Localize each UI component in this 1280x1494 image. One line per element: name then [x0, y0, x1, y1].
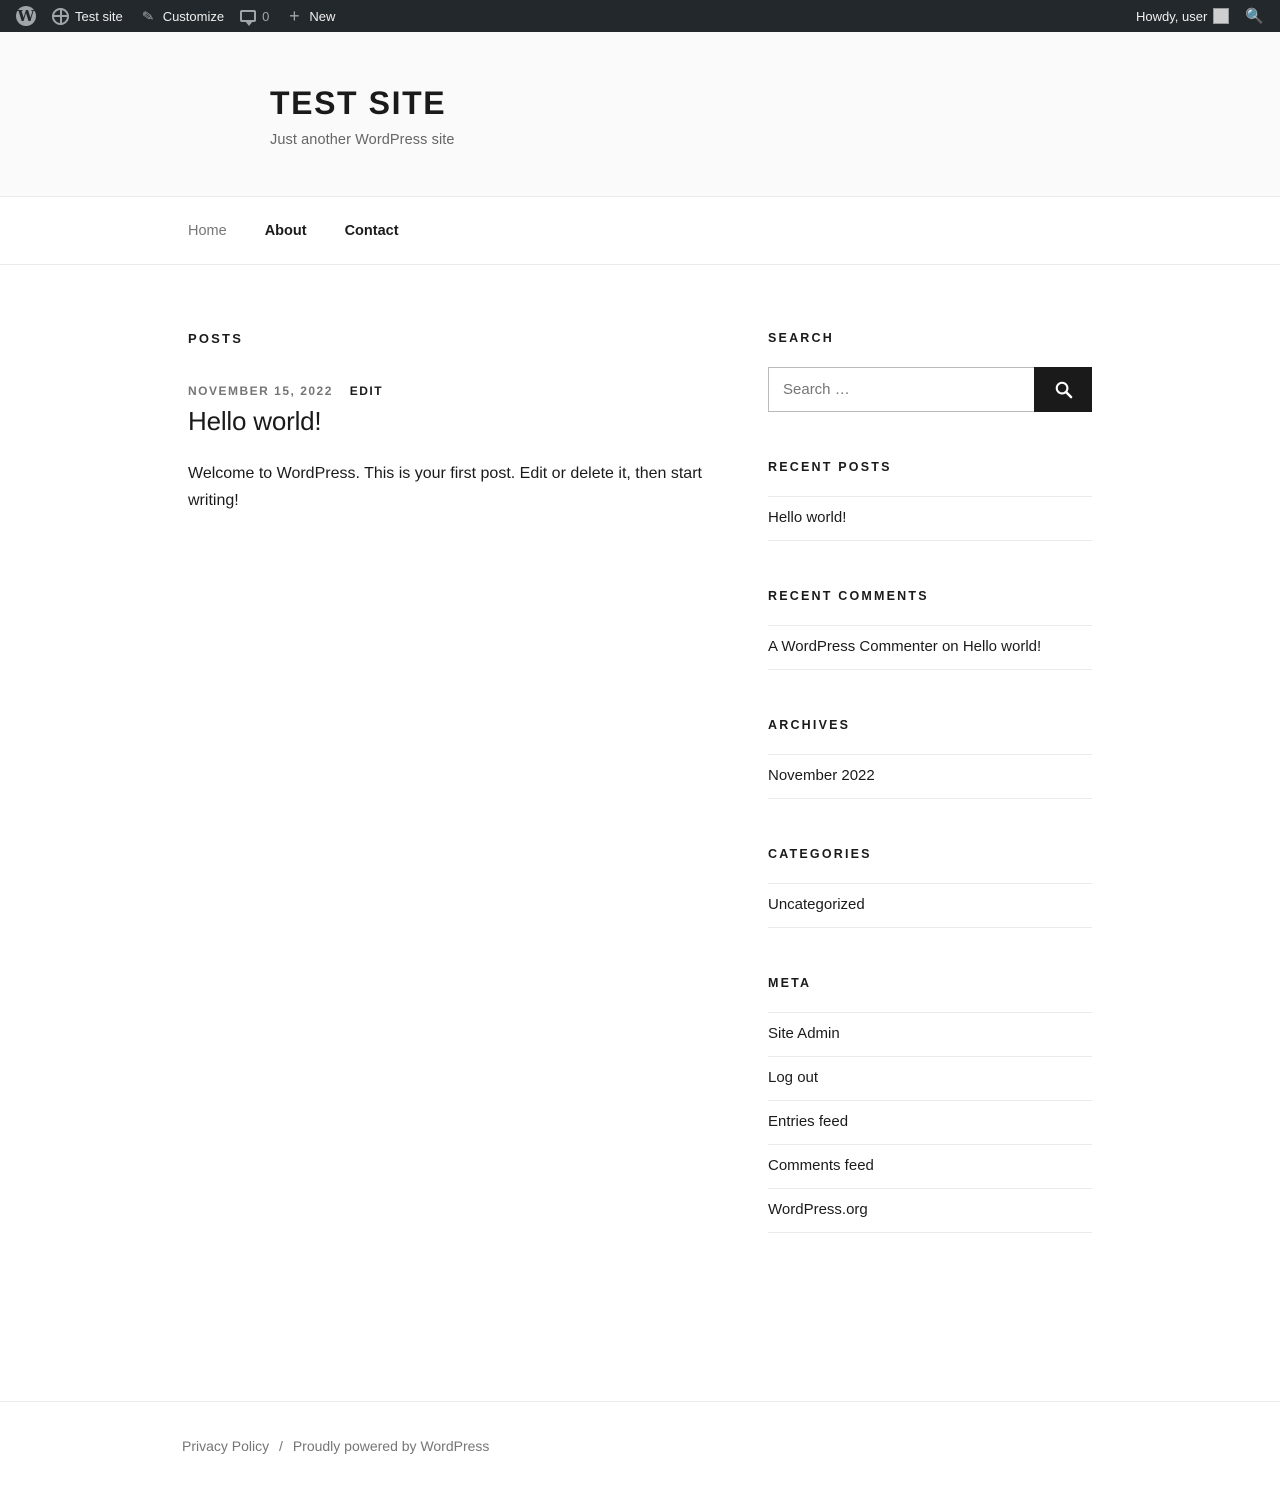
- post-edit-link[interactable]: EDIT: [349, 384, 384, 399]
- post-meta: [188, 384, 728, 398]
- nav-link-about[interactable]: About: [264, 222, 307, 239]
- admin-bar-new[interactable]: [277, 0, 343, 32]
- search-input[interactable]: [768, 367, 1034, 412]
- admin-bar-customize[interactable]: [131, 0, 232, 32]
- site-icon: [52, 8, 69, 25]
- admin-bar-site-name-label: Test site: [75, 8, 123, 24]
- widget-recent-comments: [768, 589, 1092, 670]
- meta-link[interactable]: Site Admin: [768, 1025, 840, 1043]
- footer-separator: /: [279, 1438, 283, 1455]
- main-content: [188, 331, 728, 1281]
- site-header: [0, 32, 1280, 197]
- widget-search: [768, 331, 1092, 412]
- site-title[interactable]: TEST SITE: [270, 85, 447, 121]
- archive-link[interactable]: November 2022: [768, 767, 875, 785]
- categories-list: [768, 883, 1092, 928]
- widget-archives: [768, 718, 1092, 799]
- list-item: [768, 1101, 1092, 1145]
- recent-comments-list: [768, 625, 1092, 670]
- page-title: POSTS: [188, 331, 244, 347]
- list-item: [768, 883, 1092, 928]
- admin-bar-new-label: New: [309, 8, 336, 24]
- widget-meta: [768, 976, 1092, 1233]
- admin-bar: [0, 0, 1280, 32]
- search-submit-button[interactable]: [1034, 367, 1092, 412]
- list-item: [768, 754, 1092, 799]
- privacy-policy-link[interactable]: Privacy Policy: [182, 1438, 270, 1455]
- comment-post-link[interactable]: Hello world!: [962, 638, 1042, 656]
- recent-posts-list: [768, 496, 1092, 541]
- archives-list: [768, 754, 1092, 799]
- footer-inner: [0, 1438, 1280, 1454]
- meta-link[interactable]: WordPress.org: [768, 1201, 868, 1219]
- post-date-link[interactable]: NOVEMBER 15, 2022: [188, 384, 333, 399]
- search-icon: [1054, 380, 1073, 399]
- nav-link-home[interactable]: Home: [188, 222, 227, 239]
- list-item: A WordPress Commenter on Hello world!: [768, 625, 1092, 670]
- admin-bar-comments-count: 0: [262, 8, 270, 24]
- recent-post-link[interactable]: Hello world!: [768, 509, 847, 527]
- widget-meta-title: META: [768, 976, 812, 991]
- admin-bar-search-button[interactable]: [1237, 0, 1272, 32]
- list-item: [768, 1189, 1092, 1233]
- meta-link[interactable]: Comments feed: [768, 1157, 874, 1175]
- widget-recent-comments-title: RECENT COMMENTS: [768, 589, 929, 604]
- avatar: [1213, 8, 1229, 24]
- post-content: [188, 461, 728, 514]
- nav-item: [345, 222, 399, 240]
- nav-item: [188, 222, 227, 240]
- admin-bar-my-account[interactable]: [1128, 0, 1237, 32]
- widget-recent-posts: [768, 460, 1092, 541]
- plus-icon: +: [289, 6, 300, 26]
- list-item: [768, 1057, 1092, 1101]
- search-icon: 🔍: [1245, 8, 1264, 25]
- site-footer: [0, 1401, 1280, 1494]
- site-description: Just another WordPress site: [270, 132, 455, 149]
- list-item: [768, 1145, 1092, 1189]
- wordpress-credit-link[interactable]: Proudly powered by WordPress: [292, 1438, 490, 1455]
- post-title-text: Hello world!: [188, 406, 322, 437]
- widget-categories-title: CATEGORIES: [768, 847, 872, 862]
- wordpress-logo-icon: W: [17, 6, 35, 25]
- content-area: [0, 265, 1280, 1281]
- wordpress-logo-button[interactable]: [8, 0, 44, 32]
- widget-categories: [768, 847, 1092, 928]
- post-article: [188, 384, 728, 514]
- meta-link[interactable]: Log out: [768, 1069, 819, 1087]
- widget-archives-title: ARCHIVES: [768, 718, 851, 733]
- meta-link[interactable]: Entries feed: [768, 1113, 849, 1131]
- list-item: [768, 1012, 1092, 1057]
- nav-list: [0, 197, 1280, 264]
- primary-navigation: [0, 197, 1280, 265]
- post-body: Welcome to WordPress. This is your first post. Edit or delete it, then start writing!: [188, 465, 702, 509]
- post-title[interactable]: [188, 406, 728, 437]
- nav-item: [265, 222, 307, 240]
- admin-bar-customize-label: Customize: [162, 8, 225, 24]
- search-form: [768, 367, 1092, 412]
- list-item: [768, 496, 1092, 541]
- widget-recent-posts-title: RECENT POSTS: [768, 460, 892, 475]
- comment-bubble-icon: [240, 10, 256, 22]
- pencil-icon: ✎: [140, 6, 155, 25]
- comment-author: A WordPress Commenter: [768, 638, 938, 656]
- nav-link-contact[interactable]: Contact: [344, 222, 399, 239]
- widget-search-title: SEARCH: [768, 331, 834, 346]
- meta-list: [768, 1012, 1092, 1233]
- admin-bar-comments[interactable]: [232, 0, 277, 32]
- admin-bar-howdy-label: Howdy, user: [1136, 8, 1208, 24]
- category-link[interactable]: Uncategorized: [768, 896, 865, 914]
- sidebar: [768, 331, 1092, 1281]
- admin-bar-site-name[interactable]: [44, 0, 131, 32]
